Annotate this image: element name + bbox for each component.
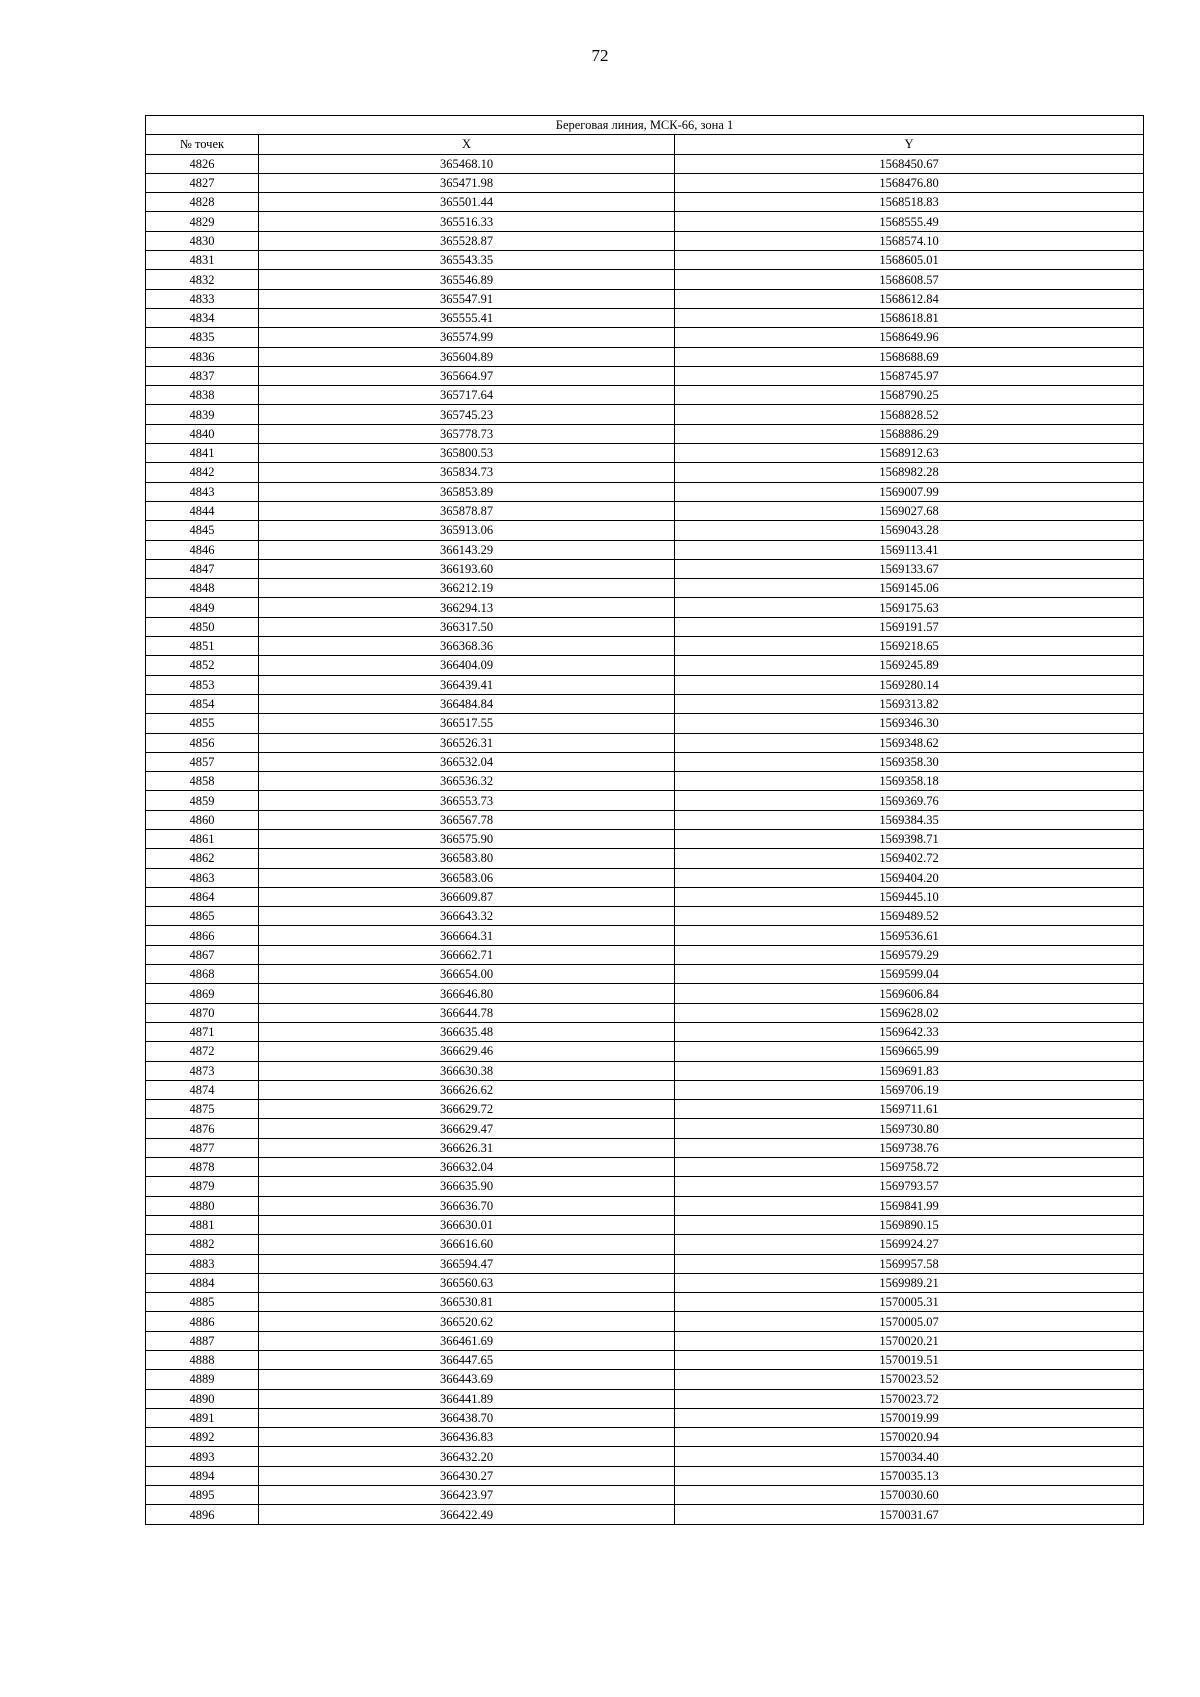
- y-coordinate-cell: 1569280.14: [675, 675, 1144, 694]
- point-number-cell: 4878: [146, 1158, 259, 1177]
- x-coordinate-cell: 366143.29: [259, 540, 675, 559]
- table-row: [146, 1273, 1144, 1292]
- y-coordinate-cell: 1569536.61: [675, 926, 1144, 945]
- x-coordinate-cell: 365664.97: [259, 366, 675, 385]
- y-coordinate-cell: 1569989.21: [675, 1273, 1144, 1292]
- x-coordinate-cell: 366609.87: [259, 887, 675, 906]
- point-number-cell: 4880: [146, 1196, 259, 1215]
- x-coordinate-cell: 366317.50: [259, 617, 675, 636]
- y-coordinate-cell: 1568612.84: [675, 289, 1144, 308]
- table-row: [146, 598, 1144, 617]
- x-coordinate-cell: 366629.72: [259, 1100, 675, 1119]
- y-coordinate-cell: 1570005.07: [675, 1312, 1144, 1331]
- table-row: [146, 810, 1144, 829]
- x-coordinate-cell: 366536.32: [259, 772, 675, 791]
- x-coordinate-cell: 366520.62: [259, 1312, 675, 1331]
- y-coordinate-cell: 1570030.60: [675, 1486, 1144, 1505]
- y-coordinate-cell: 1569924.27: [675, 1235, 1144, 1254]
- y-coordinate-cell: 1570035.13: [675, 1466, 1144, 1485]
- point-number-cell: 4888: [146, 1351, 259, 1370]
- x-coordinate-cell: 366629.46: [259, 1042, 675, 1061]
- y-coordinate-cell: 1569191.57: [675, 617, 1144, 636]
- table-row: [146, 173, 1144, 192]
- x-coordinate-cell: 366629.47: [259, 1119, 675, 1138]
- point-number-cell: 4832: [146, 270, 259, 289]
- table-row: [146, 791, 1144, 810]
- point-number-cell: 4840: [146, 424, 259, 443]
- point-number-cell: 4867: [146, 945, 259, 964]
- y-coordinate-cell: 1568828.52: [675, 405, 1144, 424]
- table-row: [146, 617, 1144, 636]
- y-coordinate-cell: 1568574.10: [675, 231, 1144, 250]
- table-row: [146, 1119, 1144, 1138]
- table-row: [146, 733, 1144, 752]
- table-row: [146, 1370, 1144, 1389]
- x-coordinate-cell: 366594.47: [259, 1254, 675, 1273]
- point-number-cell: 4855: [146, 714, 259, 733]
- x-coordinate-cell: 365800.53: [259, 444, 675, 463]
- y-coordinate-cell: 1570005.31: [675, 1293, 1144, 1312]
- point-number-cell: 4887: [146, 1331, 259, 1350]
- y-coordinate-cell: 1569358.30: [675, 752, 1144, 771]
- y-coordinate-cell: 1570034.40: [675, 1447, 1144, 1466]
- point-number-cell: 4864: [146, 887, 259, 906]
- x-coordinate-cell: 366422.49: [259, 1505, 675, 1524]
- y-coordinate-cell: 1569665.99: [675, 1042, 1144, 1061]
- y-coordinate-cell: 1569245.89: [675, 656, 1144, 675]
- y-coordinate-cell: 1569348.62: [675, 733, 1144, 752]
- x-coordinate-cell: 365543.35: [259, 251, 675, 270]
- y-coordinate-cell: 1570023.72: [675, 1389, 1144, 1408]
- x-coordinate-cell: 366430.27: [259, 1466, 675, 1485]
- table-row: [146, 501, 1144, 520]
- x-coordinate-cell: 365501.44: [259, 193, 675, 212]
- point-number-cell: 4882: [146, 1235, 259, 1254]
- y-coordinate-cell: 1569133.67: [675, 559, 1144, 578]
- x-coordinate-cell: 366583.06: [259, 868, 675, 887]
- table-row: [146, 463, 1144, 482]
- table-row: [146, 1505, 1144, 1524]
- x-coordinate-cell: 366484.84: [259, 694, 675, 713]
- point-number-cell: 4860: [146, 810, 259, 829]
- y-coordinate-cell: 1569738.76: [675, 1138, 1144, 1157]
- table-row: [146, 1428, 1144, 1447]
- table-row: [146, 1100, 1144, 1119]
- y-coordinate-cell: 1569841.99: [675, 1196, 1144, 1215]
- table-row: [146, 579, 1144, 598]
- y-coordinate-cell: 1569175.63: [675, 598, 1144, 617]
- y-coordinate-cell: 1569313.82: [675, 694, 1144, 713]
- table-row: [146, 868, 1144, 887]
- point-number-cell: 4868: [146, 965, 259, 984]
- column-header-point-number: № точек: [146, 135, 259, 154]
- y-coordinate-cell: 1569218.65: [675, 637, 1144, 656]
- table-row: [146, 1022, 1144, 1041]
- point-number-cell: 4871: [146, 1022, 259, 1041]
- y-coordinate-cell: 1570019.51: [675, 1351, 1144, 1370]
- y-coordinate-cell: 1569489.52: [675, 907, 1144, 926]
- table-row: [146, 1061, 1144, 1080]
- point-number-cell: 4845: [146, 521, 259, 540]
- x-coordinate-cell: 365547.91: [259, 289, 675, 308]
- x-coordinate-cell: 366441.89: [259, 1389, 675, 1408]
- point-number-cell: 4891: [146, 1408, 259, 1427]
- x-coordinate-cell: 366626.31: [259, 1138, 675, 1157]
- point-number-cell: 4828: [146, 193, 259, 212]
- point-number-cell: 4879: [146, 1177, 259, 1196]
- point-number-cell: 4892: [146, 1428, 259, 1447]
- point-number-cell: 4841: [146, 444, 259, 463]
- point-number-cell: 4884: [146, 1273, 259, 1292]
- x-coordinate-cell: 366567.78: [259, 810, 675, 829]
- x-coordinate-cell: 366461.69: [259, 1331, 675, 1350]
- table-row: [146, 1042, 1144, 1061]
- point-number-cell: 4894: [146, 1466, 259, 1485]
- x-coordinate-cell: 366517.55: [259, 714, 675, 733]
- point-number-cell: 4842: [146, 463, 259, 482]
- table-row: [146, 984, 1144, 1003]
- x-coordinate-cell: 366644.78: [259, 1003, 675, 1022]
- y-coordinate-cell: 1568790.25: [675, 386, 1144, 405]
- table-row: [146, 1003, 1144, 1022]
- point-number-cell: 4839: [146, 405, 259, 424]
- point-number-cell: 4852: [146, 656, 259, 675]
- point-number-cell: 4849: [146, 598, 259, 617]
- table-row: [146, 386, 1144, 405]
- y-coordinate-cell: 1568745.97: [675, 366, 1144, 385]
- x-coordinate-cell: 366635.90: [259, 1177, 675, 1196]
- y-coordinate-cell: 1569628.02: [675, 1003, 1144, 1022]
- table-row: [146, 637, 1144, 656]
- table-row: [146, 714, 1144, 733]
- y-coordinate-cell: 1569113.41: [675, 540, 1144, 559]
- table-row: [146, 1196, 1144, 1215]
- table-row: [146, 521, 1144, 540]
- y-coordinate-cell: 1569384.35: [675, 810, 1144, 829]
- x-coordinate-cell: 366443.69: [259, 1370, 675, 1389]
- table-row: [146, 347, 1144, 366]
- point-number-cell: 4893: [146, 1447, 259, 1466]
- y-coordinate-cell: 1569402.72: [675, 849, 1144, 868]
- point-number-cell: 4851: [146, 637, 259, 656]
- x-coordinate-cell: 366439.41: [259, 675, 675, 694]
- table-row: [146, 675, 1144, 694]
- y-coordinate-cell: 1569043.28: [675, 521, 1144, 540]
- y-coordinate-cell: 1570023.52: [675, 1370, 1144, 1389]
- x-coordinate-cell: 366575.90: [259, 829, 675, 848]
- point-number-cell: 4854: [146, 694, 259, 713]
- table-row: [146, 1293, 1144, 1312]
- table-title: Береговая линия, МСК-66, зона 1: [146, 116, 1144, 135]
- column-header-x: X: [259, 135, 675, 154]
- y-coordinate-cell: 1568886.29: [675, 424, 1144, 443]
- point-number-cell: 4834: [146, 308, 259, 327]
- table-row: [146, 1466, 1144, 1485]
- point-number-cell: 4881: [146, 1215, 259, 1234]
- x-coordinate-cell: 366630.38: [259, 1061, 675, 1080]
- point-number-cell: 4869: [146, 984, 259, 1003]
- x-coordinate-cell: 365717.64: [259, 386, 675, 405]
- x-coordinate-cell: 366423.97: [259, 1486, 675, 1505]
- y-coordinate-cell: 1570031.67: [675, 1505, 1144, 1524]
- x-coordinate-cell: 365471.98: [259, 173, 675, 192]
- x-coordinate-cell: 366662.71: [259, 945, 675, 964]
- x-coordinate-cell: 365778.73: [259, 424, 675, 443]
- table-row: [146, 656, 1144, 675]
- y-coordinate-cell: 1568618.81: [675, 308, 1144, 327]
- y-coordinate-cell: 1568912.63: [675, 444, 1144, 463]
- table-row: [146, 829, 1144, 848]
- point-number-cell: 4843: [146, 482, 259, 501]
- point-number-cell: 4865: [146, 907, 259, 926]
- table-row: [146, 1158, 1144, 1177]
- point-number-cell: 4835: [146, 328, 259, 347]
- point-number-cell: 4883: [146, 1254, 259, 1273]
- x-coordinate-cell: 366630.01: [259, 1215, 675, 1234]
- x-coordinate-cell: 366664.31: [259, 926, 675, 945]
- y-coordinate-cell: 1568688.69: [675, 347, 1144, 366]
- y-coordinate-cell: 1569027.68: [675, 501, 1144, 520]
- point-number-cell: 4833: [146, 289, 259, 308]
- x-coordinate-cell: 366368.36: [259, 637, 675, 656]
- table-row: [146, 1408, 1144, 1427]
- table-row: [146, 154, 1144, 173]
- table-row: [146, 694, 1144, 713]
- table-row: [146, 1312, 1144, 1331]
- table-row: [146, 328, 1144, 347]
- table-row: [146, 887, 1144, 906]
- table-row: [146, 1254, 1144, 1273]
- table-row: [146, 752, 1144, 771]
- y-coordinate-cell: 1568608.57: [675, 270, 1144, 289]
- point-number-cell: 4829: [146, 212, 259, 231]
- point-number-cell: 4847: [146, 559, 259, 578]
- table-row: [146, 772, 1144, 791]
- point-number-cell: 4837: [146, 366, 259, 385]
- point-number-cell: 4826: [146, 154, 259, 173]
- y-coordinate-cell: 1568518.83: [675, 193, 1144, 212]
- point-number-cell: 4827: [146, 173, 259, 192]
- point-number-cell: 4866: [146, 926, 259, 945]
- y-coordinate-cell: 1569706.19: [675, 1080, 1144, 1099]
- y-coordinate-cell: 1569346.30: [675, 714, 1144, 733]
- x-coordinate-cell: 366432.20: [259, 1447, 675, 1466]
- x-coordinate-cell: 366404.09: [259, 656, 675, 675]
- point-number-cell: 4876: [146, 1119, 259, 1138]
- point-number-cell: 4830: [146, 231, 259, 250]
- x-coordinate-cell: 366553.73: [259, 791, 675, 810]
- x-coordinate-cell: 366532.04: [259, 752, 675, 771]
- point-number-cell: 4863: [146, 868, 259, 887]
- table-row: [146, 1486, 1144, 1505]
- y-coordinate-cell: 1569579.29: [675, 945, 1144, 964]
- table-row: [146, 231, 1144, 250]
- table-row: [146, 849, 1144, 868]
- y-coordinate-cell: 1570019.99: [675, 1408, 1144, 1427]
- y-coordinate-cell: 1569369.76: [675, 791, 1144, 810]
- x-coordinate-cell: 365745.23: [259, 405, 675, 424]
- point-number-cell: 4856: [146, 733, 259, 752]
- x-coordinate-cell: 366447.65: [259, 1351, 675, 1370]
- page-number: 72: [591, 46, 609, 65]
- table-row: [146, 926, 1144, 945]
- table-row: [146, 1351, 1144, 1370]
- coordinates-table: [145, 115, 1144, 1525]
- point-number-cell: 4885: [146, 1293, 259, 1312]
- table-row: [146, 945, 1144, 964]
- table-row: [146, 424, 1144, 443]
- point-number-cell: 4896: [146, 1505, 259, 1524]
- table-row: [146, 540, 1144, 559]
- y-coordinate-cell: 1569606.84: [675, 984, 1144, 1003]
- table-row: [146, 1389, 1144, 1408]
- y-coordinate-cell: 1568649.96: [675, 328, 1144, 347]
- x-coordinate-cell: 365555.41: [259, 308, 675, 327]
- x-coordinate-cell: 366294.13: [259, 598, 675, 617]
- x-coordinate-cell: 365853.89: [259, 482, 675, 501]
- y-coordinate-cell: 1569711.61: [675, 1100, 1144, 1119]
- y-coordinate-cell: 1569758.72: [675, 1158, 1144, 1177]
- column-header-y: Y: [675, 135, 1144, 154]
- table-row: [146, 1235, 1144, 1254]
- y-coordinate-cell: 1569007.99: [675, 482, 1144, 501]
- x-coordinate-cell: 366643.32: [259, 907, 675, 926]
- y-coordinate-cell: 1568450.67: [675, 154, 1144, 173]
- x-coordinate-cell: 366632.04: [259, 1158, 675, 1177]
- x-coordinate-cell: 366616.60: [259, 1235, 675, 1254]
- table-row: [146, 251, 1144, 270]
- x-coordinate-cell: 366193.60: [259, 559, 675, 578]
- point-number-cell: 4859: [146, 791, 259, 810]
- y-coordinate-cell: 1569398.71: [675, 829, 1144, 848]
- x-coordinate-cell: 366526.31: [259, 733, 675, 752]
- y-coordinate-cell: 1569730.80: [675, 1119, 1144, 1138]
- table-row: [146, 366, 1144, 385]
- x-coordinate-cell: 365913.06: [259, 521, 675, 540]
- point-number-cell: 4848: [146, 579, 259, 598]
- table-row: [146, 1447, 1144, 1466]
- point-number-cell: 4831: [146, 251, 259, 270]
- y-coordinate-cell: 1569890.15: [675, 1215, 1144, 1234]
- table-title-row: [146, 116, 1144, 135]
- y-coordinate-cell: 1570020.21: [675, 1331, 1144, 1350]
- x-coordinate-cell: 366646.80: [259, 984, 675, 1003]
- y-coordinate-cell: 1569642.33: [675, 1022, 1144, 1041]
- point-number-cell: 4836: [146, 347, 259, 366]
- point-number-cell: 4861: [146, 829, 259, 848]
- x-coordinate-cell: 365546.89: [259, 270, 675, 289]
- table-row: [146, 482, 1144, 501]
- x-coordinate-cell: 366636.70: [259, 1196, 675, 1215]
- point-number-cell: 4858: [146, 772, 259, 791]
- y-coordinate-cell: 1568982.28: [675, 463, 1144, 482]
- x-coordinate-cell: 365878.87: [259, 501, 675, 520]
- table-row: [146, 1331, 1144, 1350]
- x-coordinate-cell: 366583.80: [259, 849, 675, 868]
- table-row: [146, 1177, 1144, 1196]
- y-coordinate-cell: 1569599.04: [675, 965, 1144, 984]
- y-coordinate-cell: 1569145.06: [675, 579, 1144, 598]
- x-coordinate-cell: 365516.33: [259, 212, 675, 231]
- point-number-cell: 4886: [146, 1312, 259, 1331]
- table-row: [146, 212, 1144, 231]
- y-coordinate-cell: 1568476.80: [675, 173, 1144, 192]
- table-row: [146, 1215, 1144, 1234]
- point-number-cell: 4844: [146, 501, 259, 520]
- point-number-cell: 4870: [146, 1003, 259, 1022]
- point-number-cell: 4874: [146, 1080, 259, 1099]
- point-number-cell: 4895: [146, 1486, 259, 1505]
- point-number-cell: 4872: [146, 1042, 259, 1061]
- y-coordinate-cell: 1569404.20: [675, 868, 1144, 887]
- table-body: [146, 154, 1144, 1524]
- y-coordinate-cell: 1568605.01: [675, 251, 1144, 270]
- x-coordinate-cell: 365528.87: [259, 231, 675, 250]
- y-coordinate-cell: 1570020.94: [675, 1428, 1144, 1447]
- table-row: [146, 405, 1144, 424]
- y-coordinate-cell: 1569691.83: [675, 1061, 1144, 1080]
- x-coordinate-cell: 366626.62: [259, 1080, 675, 1099]
- x-coordinate-cell: 366436.83: [259, 1428, 675, 1447]
- point-number-cell: 4857: [146, 752, 259, 771]
- x-coordinate-cell: 365468.10: [259, 154, 675, 173]
- y-coordinate-cell: 1569358.18: [675, 772, 1144, 791]
- point-number-cell: 4889: [146, 1370, 259, 1389]
- table-row: [146, 444, 1144, 463]
- point-number-cell: 4875: [146, 1100, 259, 1119]
- table-row: [146, 308, 1144, 327]
- point-number-cell: 4838: [146, 386, 259, 405]
- table-row: [146, 193, 1144, 212]
- y-coordinate-cell: 1569445.10: [675, 887, 1144, 906]
- table-row: [146, 965, 1144, 984]
- x-coordinate-cell: 365574.99: [259, 328, 675, 347]
- x-coordinate-cell: 365834.73: [259, 463, 675, 482]
- y-coordinate-cell: 1568555.49: [675, 212, 1144, 231]
- table-row: [146, 907, 1144, 926]
- point-number-cell: 4846: [146, 540, 259, 559]
- point-number-cell: 4877: [146, 1138, 259, 1157]
- y-coordinate-cell: 1569793.57: [675, 1177, 1144, 1196]
- point-number-cell: 4890: [146, 1389, 259, 1408]
- table-row: [146, 559, 1144, 578]
- table-row: [146, 270, 1144, 289]
- point-number-cell: 4862: [146, 849, 259, 868]
- point-number-cell: 4853: [146, 675, 259, 694]
- x-coordinate-cell: 366438.70: [259, 1408, 675, 1427]
- y-coordinate-cell: 1569957.58: [675, 1254, 1144, 1273]
- x-coordinate-cell: 366654.00: [259, 965, 675, 984]
- table-row: [146, 1138, 1144, 1157]
- x-coordinate-cell: 366212.19: [259, 579, 675, 598]
- x-coordinate-cell: 366560.63: [259, 1273, 675, 1292]
- point-number-cell: 4873: [146, 1061, 259, 1080]
- table-row: [146, 289, 1144, 308]
- point-number-cell: 4850: [146, 617, 259, 636]
- x-coordinate-cell: 366530.81: [259, 1293, 675, 1312]
- table-header-row: [146, 135, 1144, 154]
- x-coordinate-cell: 366635.48: [259, 1022, 675, 1041]
- x-coordinate-cell: 365604.89: [259, 347, 675, 366]
- table-row: [146, 1080, 1144, 1099]
